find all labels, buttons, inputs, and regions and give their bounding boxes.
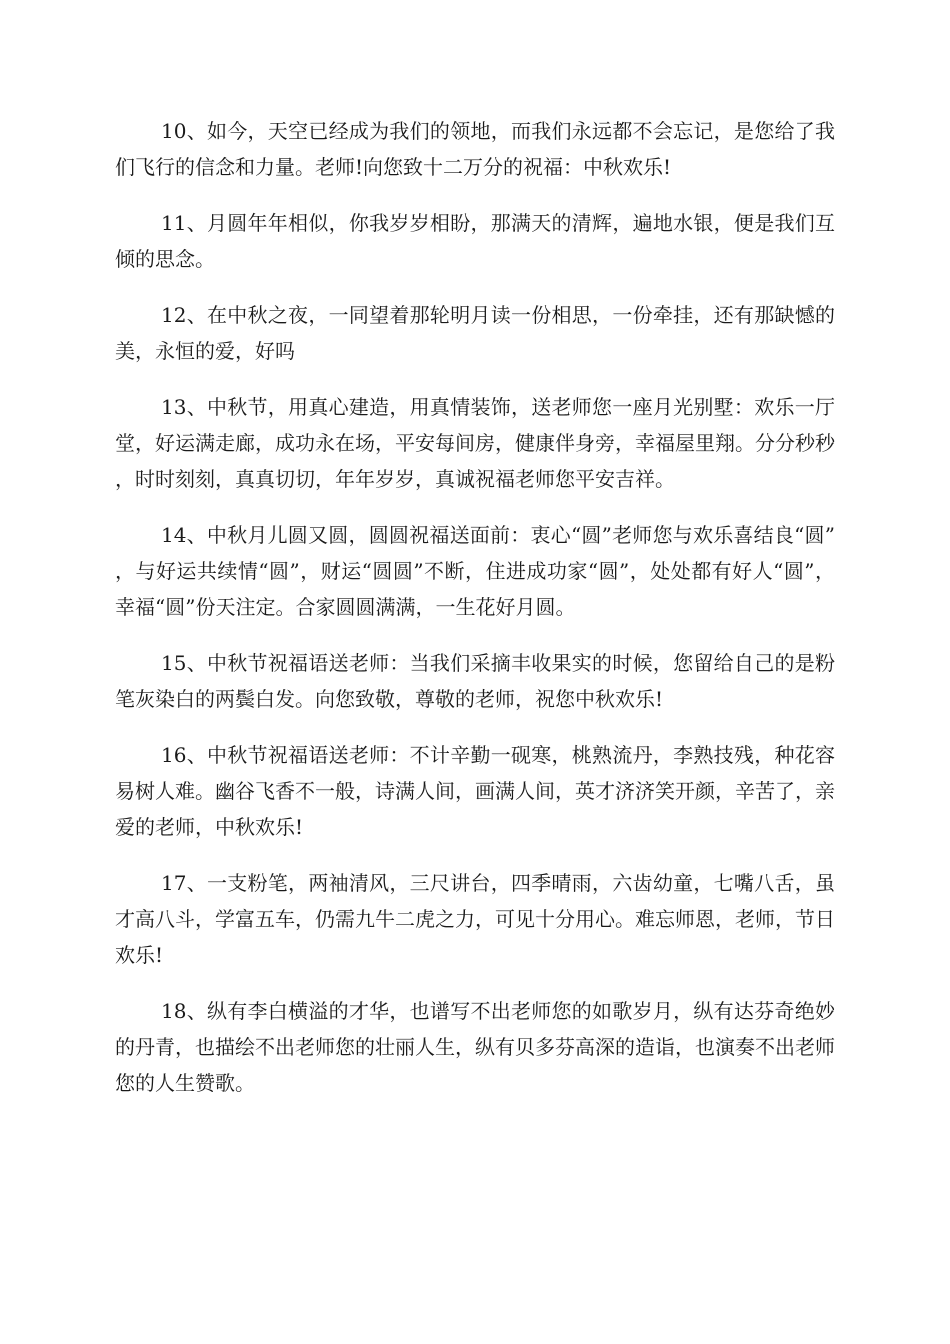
paragraph-17: 17、一支粉笔，两袖清风，三尺讲台，四季晴雨，六齿幼童，七嘴八舌，虽才高八斗，学富五车，仍需九牛二虎之力，可见十分用心。难忘师恩，老师，节日欢乐! [115, 871, 835, 967]
paragraph-13: 13、中秋节，用真心建造，用真情装饰，送老师您一座月光别墅：欢乐一厅堂，好运满走廊，成功永在场，平安每间房，健康伴身旁，幸福屋里翔。分分秒秒，时时刻刻，真真切切，年年岁岁，真诚祝福老师您平安吉祥。 [115, 395, 835, 491]
document-body [115, 113, 835, 1121]
paragraph-10: 10、如今，天空已经成为我们的领地，而我们永远都不会忘记，是您给了我们飞行的信念和力量。老师!向您致十二万分的祝福：中秋欢乐! [115, 119, 835, 179]
paragraph-15: 15、中秋节祝福语送老师：当我们采摘丰收果实的时候，您留给自己的是粉笔灰染白的两鬓白发。向您致敬，尊敬的老师，祝您中秋欢乐! [115, 651, 835, 711]
paragraph-16: 16、中秋节祝福语送老师：不计辛勤一砚寒，桃熟流丹，李熟技残，种花容易树人难。幽谷飞香不一般，诗满人间，画满人间，英才济济笑开颜，辛苦了，亲爱的老师，中秋欢乐! [115, 743, 835, 839]
paragraph-14: 14、中秋月儿圆又圆，圆圆祝福送面前：衷心“圆”老师您与欢乐喜结良“圆”，与好运共续情“圆”，财运“圆圆”不断，住进成功家“圆”，处处都有好人“圆”，幸福“圆”份天注定。合家圆圆满满，一生花好月圆。 [115, 523, 835, 619]
paragraph-11: 11、月圆年年相似，你我岁岁相盼，那满天的清辉，遍地水银，便是我们互倾的思念。 [115, 211, 835, 271]
paragraph-12: 12、在中秋之夜，一同望着那轮明月读一份相思，一份牵挂，还有那缺憾的美，永恒的爱，好吗 [115, 303, 835, 363]
paragraph-18: 18、纵有李白横溢的才华，也谱写不出老师您的如歌岁月，纵有达芬奇绝妙的丹青，也描绘不出老师您的壮丽人生，纵有贝多芬高深的造诣，也演奏不出老师您的人生赞歌。 [115, 999, 835, 1095]
